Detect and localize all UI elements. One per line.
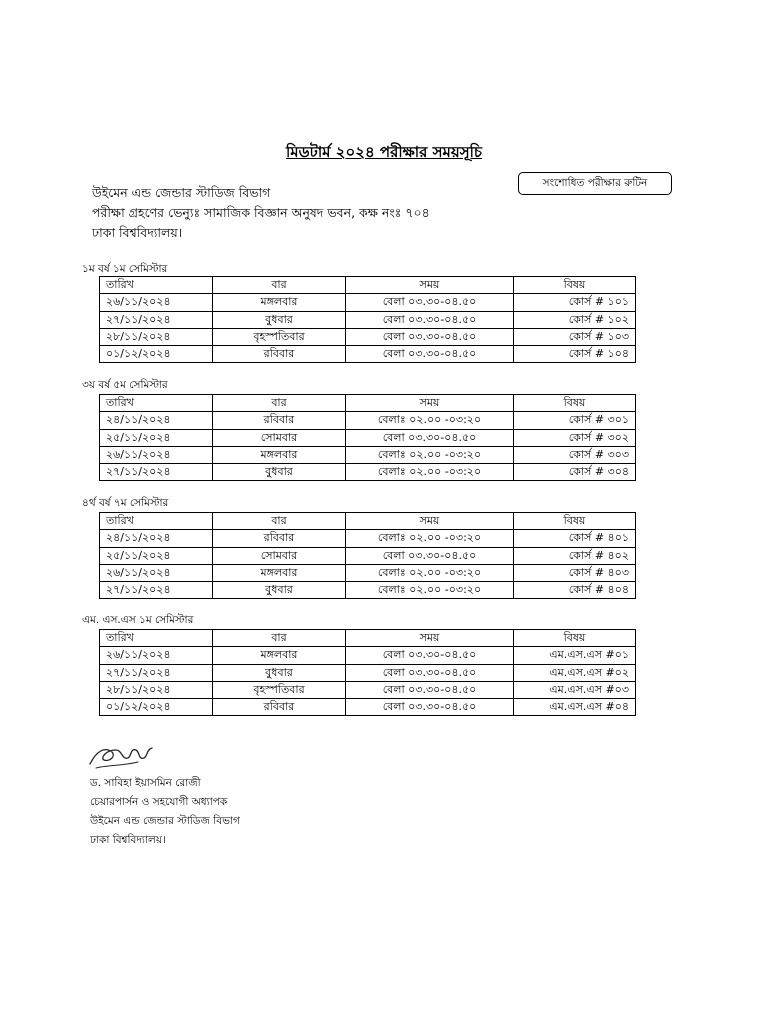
table-header-row	[100, 395, 636, 412]
cell-date: ২৫/১১/২০২৪	[100, 547, 213, 564]
cell-time: বেলাঃ ০২.০০ -০৩:২০	[346, 564, 514, 581]
column-header-day: বার	[213, 277, 346, 294]
column-header-time: সময়	[346, 277, 514, 294]
cell-date: ২৭/১১/২০২৪	[100, 582, 213, 599]
cell-subject: এম.এস.এস #০৪	[514, 699, 636, 716]
table-row	[100, 547, 636, 564]
cell-time: বেলা ০৩.৩০-০৪.৫০	[346, 311, 514, 328]
cell-day: বৃহস্পতিবার	[213, 328, 346, 345]
cell-subject: কোর্স # ১০২	[514, 311, 636, 328]
cell-subject: এম.এস.এস #০২	[514, 664, 636, 681]
cell-subject: কোর্স # ১০৪	[514, 346, 636, 363]
table-row	[100, 464, 636, 481]
table-row	[100, 681, 636, 698]
schedule-table-year4-sem7	[99, 512, 636, 599]
cell-date: ২৭/১১/২০২৪	[100, 311, 213, 328]
column-header-date: তারিখ	[100, 513, 213, 530]
cell-day: সোমবার	[213, 429, 346, 446]
cell-time: বেলা ০৩.৩০-০৪.৫০	[346, 664, 514, 681]
cell-time: বেলা ০৩.৩০-০৪.৫০	[346, 346, 514, 363]
cell-subject: এম.এস.এস #০৩	[514, 681, 636, 698]
schedule-table-mss-sem1	[99, 629, 636, 716]
venue-line: পরীক্ষা গ্রহণের ভেন্যুঃ সামাজিক বিজ্ঞান অনুষদ ভবন, কক্ষ নংঃ ৭০৪	[92, 205, 430, 220]
column-header-subject: বিষয়	[514, 395, 636, 412]
document-header	[92, 183, 430, 243]
column-header-day: বার	[213, 395, 346, 412]
cell-time: বেলা ০৩.৩০-০৪.৫০	[346, 647, 514, 664]
signatory-block	[90, 774, 240, 850]
cell-day: সোমবার	[213, 547, 346, 564]
table-row	[100, 647, 636, 664]
cell-day: রবিবার	[213, 530, 346, 547]
cell-day: মঙ্গলবার	[213, 564, 346, 581]
cell-time: বেলাঃ ০২.০০ -০৩:২০	[346, 464, 514, 481]
cell-time: বেলা ০৩.৩০-০৪.৫০	[346, 681, 514, 698]
table-header-row	[100, 630, 636, 647]
cell-subject: কোর্স # ৪০৩	[514, 564, 636, 581]
section-title-year1-sem1: ১ম বর্ষ ১ম সেমিস্টার	[82, 263, 168, 275]
cell-time: বেলা ০৩.৩০-০৪.৫০	[346, 699, 514, 716]
cell-subject: কোর্স # ৩০৪	[514, 464, 636, 481]
column-header-day: বার	[213, 513, 346, 530]
cell-subject: কোর্স # ৩০১	[514, 412, 636, 429]
handwritten-signature	[86, 738, 156, 774]
column-header-time: সময়	[346, 630, 514, 647]
column-header-date: তারিখ	[100, 277, 213, 294]
column-header-date: তারিখ	[100, 630, 213, 647]
cell-day: বুধবার	[213, 311, 346, 328]
column-header-time: সময়	[346, 513, 514, 530]
cell-subject: কোর্স # ৩০৩	[514, 446, 636, 463]
schedule-table-year1-sem1	[99, 276, 636, 363]
cell-date: ২৬/১১/২০২৪	[100, 647, 213, 664]
cell-time: বেলাঃ ০২.০০ -০৩:২০	[346, 530, 514, 547]
cell-date: ২৪/১১/২০২৪	[100, 412, 213, 429]
cell-time: বেলা ০৩.৩০-০৪.৫০	[346, 294, 514, 311]
table-row	[100, 564, 636, 581]
table-row	[100, 582, 636, 599]
cell-date: ২৭/১১/২০২৪	[100, 664, 213, 681]
cell-subject: কোর্স # ৩০২	[514, 429, 636, 446]
cell-date: ০১/১২/২০২৪	[100, 699, 213, 716]
table-row	[100, 429, 636, 446]
cell-day: বুধবার	[213, 582, 346, 599]
table-header-row	[100, 277, 636, 294]
signatory-university: ঢাকা বিশ্ববিদ্যালয়।	[90, 834, 166, 846]
cell-date: ২৪/১১/২০২৪	[100, 530, 213, 547]
table-header-row	[100, 513, 636, 530]
cell-time: বেলাঃ ০২.০০ -০৩:২০	[346, 446, 514, 463]
cell-day: রবিবার	[213, 412, 346, 429]
cell-day: রবিবার	[213, 346, 346, 363]
cell-date: ২৭/১১/২০২৪	[100, 464, 213, 481]
cell-date: ২৬/১১/২০২৪	[100, 446, 213, 463]
cell-subject: কোর্স # ৪০৪	[514, 582, 636, 599]
column-header-subject: বিষয়	[514, 513, 636, 530]
table-row	[100, 294, 636, 311]
revised-routine-badge: সংশোধিত পরীক্ষার রুটিন	[518, 172, 672, 195]
cell-time: বেলা ০৩.৩০-০৪.৫০	[346, 328, 514, 345]
cell-day: বৃহস্পতিবার	[213, 681, 346, 698]
table-row	[100, 664, 636, 681]
cell-day: রবিবার	[213, 699, 346, 716]
cell-date: ২৮/১১/২০২৪	[100, 681, 213, 698]
cell-time: বেলাঃ ০২.০০ -০৩:২০	[346, 412, 514, 429]
schedule-table-year3-sem5	[99, 394, 636, 481]
column-header-day: বার	[213, 630, 346, 647]
column-header-subject: বিষয়	[514, 630, 636, 647]
cell-day: বুধবার	[213, 464, 346, 481]
section-title-year3-sem5: ৩য় বর্ষ ৫ম সেমিস্টার	[82, 379, 168, 391]
signatory-name: ড. সাবিহা ইয়াসমিন রোজী	[90, 777, 201, 789]
cell-time: বেলা ০৩.৩০-০৪.৫০	[346, 429, 514, 446]
cell-subject: কোর্স # ৪০১	[514, 530, 636, 547]
table-row	[100, 699, 636, 716]
cell-day: মঙ্গলবার	[213, 446, 346, 463]
signatory-designation: চেয়ারপার্সন ও সহযোগী অধ্যাপক	[90, 796, 228, 808]
university-line: ঢাকা বিশ্ববিদ্যালয়।	[92, 225, 183, 240]
table-row	[100, 328, 636, 345]
cell-day: বুধবার	[213, 664, 346, 681]
cell-subject: কোর্স # ১০১	[514, 294, 636, 311]
cell-subject: কোর্স # ৪০২	[514, 547, 636, 564]
cell-subject: এম.এস.এস #০১	[514, 647, 636, 664]
cell-subject: কোর্স # ১০৩	[514, 328, 636, 345]
cell-date: ২৮/১১/২০২৪	[100, 328, 213, 345]
cell-date: ২৫/১১/২০২৪	[100, 429, 213, 446]
table-row	[100, 311, 636, 328]
document-title: মিডটার্ম ২০২৪ পরীক্ষার সময়সূচি	[285, 143, 483, 161]
section-title-year4-sem7: ৪র্থ বর্ষ ৭ম সেমিস্টার	[82, 497, 169, 509]
cell-time: বেলা ০৩.৩০-০৪.৫০	[346, 547, 514, 564]
table-row	[100, 446, 636, 463]
cell-date: ০১/১২/২০২৪	[100, 346, 213, 363]
section-title-mss-sem1: এম. এস.এস ১ম সেমিস্টার	[82, 614, 194, 626]
cell-date: ২৬/১১/২০২৪	[100, 564, 213, 581]
table-row	[100, 530, 636, 547]
signatory-department: উইমেন এন্ড জেন্ডার স্টাডিজ বিভাগ	[90, 815, 240, 827]
column-header-subject: বিষয়	[514, 277, 636, 294]
table-row	[100, 412, 636, 429]
cell-date: ২৬/১১/২০২৪	[100, 294, 213, 311]
cell-time: বেলাঃ ০২.০০ -০৩:২০	[346, 582, 514, 599]
column-header-date: তারিখ	[100, 395, 213, 412]
cell-day: মঙ্গলবার	[213, 294, 346, 311]
cell-day: মঙ্গলবার	[213, 647, 346, 664]
department-line: উইমেন এন্ড জেন্ডার স্টাডিজ বিভাগ	[92, 185, 271, 200]
column-header-time: সময়	[346, 395, 514, 412]
table-row	[100, 346, 636, 363]
